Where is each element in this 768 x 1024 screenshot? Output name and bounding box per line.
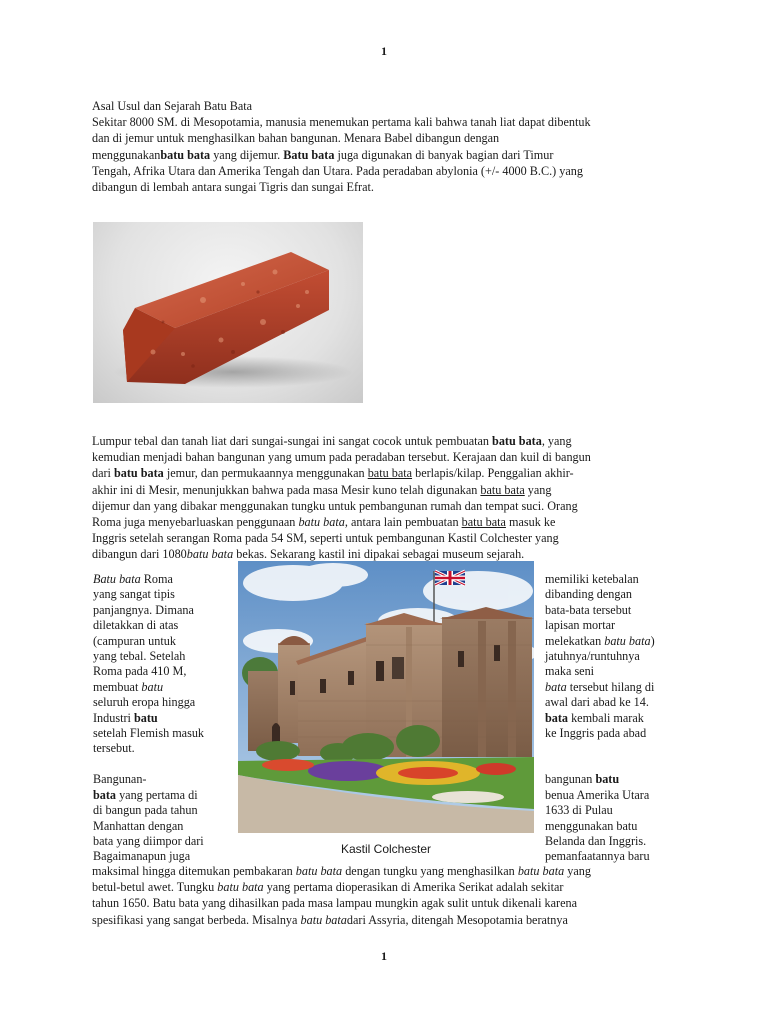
column-line: bata kembali marak xyxy=(545,710,644,725)
page-number-bottom: 1 xyxy=(381,949,387,963)
column-line: Manhattan dengan xyxy=(93,818,184,833)
page-number-top: 1 xyxy=(381,44,387,58)
column-line: 1633 di Pulau xyxy=(545,803,613,818)
column-line: memiliki ketebalan xyxy=(545,572,639,586)
body-paragraph xyxy=(92,433,676,563)
column-line: panjangnya. Dimana xyxy=(93,602,194,617)
column-line: yang sangat tipis xyxy=(93,587,175,602)
closing-line: spesifikasi yang sangat berbeda. Misalnya batu batadari Assyria, ditengah Mesopotamia beratnya xyxy=(92,912,568,927)
column-line: Bangunan- xyxy=(93,772,147,787)
column-line: yang tebal. Setelah xyxy=(93,649,186,664)
column-line: seluruh eropa hingga xyxy=(93,695,196,710)
column-line: maka seni xyxy=(545,664,595,679)
document-title: Asal Usul dan Sejarah Batu Bata xyxy=(92,99,253,113)
body-line: Lumpur tebal dan tanah liat dari sungai-sungai ini sangat cocok untuk pembuatan batu bata, yang xyxy=(92,434,572,448)
column-line: benua Amerika Utara xyxy=(545,787,650,802)
closing-line: betul-betul awet. Tungku batu bata yang pertama dioperasikan di Amerika Serikat adalah sekitar xyxy=(92,880,564,895)
body-line: dibangun dari 1080batu bata bekas. Sekarang kastil ini dipakai sebagai museum sejarah. xyxy=(92,547,525,562)
column-line: ke Inggris pada abad xyxy=(545,726,647,741)
intro-line: dan di jemur untuk menghasilkan bahan bangunan. Menara Babel dibangun dengan xyxy=(92,131,500,146)
column-line: Industri batu xyxy=(93,710,158,725)
column-line: bata yang pertama di xyxy=(93,787,198,802)
column-line: Batu bata Roma xyxy=(93,572,173,586)
column-line: bata tersebut hilang di xyxy=(545,679,655,694)
right-column xyxy=(545,572,655,865)
body-line: kemudian menjadi bahan bangunan yang umum pada peradaban tersebut. Kerajaan dan kuil di bangun xyxy=(92,450,591,465)
column-line: awal dari abad ke 14. xyxy=(545,695,649,710)
column-line: (campuran untuk xyxy=(93,633,176,648)
intro-line: dibangun di lembah antara sungai Tigris dan sungai Efrat. xyxy=(92,180,374,195)
body-line: dari batu bata jemur, dan permukaannya menggunakan batu bata berlapis/kilap. Penggalian akhir- xyxy=(92,466,574,481)
column-line: menggunakan batu xyxy=(545,818,638,833)
column-line xyxy=(93,757,204,772)
column-line: setelah Flemish masuk xyxy=(93,726,205,741)
intro-paragraph xyxy=(92,98,676,195)
body-line: akhir ini di Mesir, menunjukkan bahwa pada masa Mesir kuno telah digunakan batu bata yang xyxy=(92,482,552,497)
column-line: bangunan batu xyxy=(545,772,620,787)
column-line: diletakkan di atas xyxy=(93,618,179,633)
figure-caption: Kastil Colchester xyxy=(340,842,432,856)
column-line: di bangun pada tahun xyxy=(93,803,198,818)
column-line: bata-bata tersebut xyxy=(545,602,632,617)
column-line: dibanding dengan xyxy=(545,587,632,602)
column-line: Bagaimanapun juga xyxy=(93,849,191,864)
column-line: Roma pada 410 M, xyxy=(93,664,187,679)
closing-paragraph xyxy=(92,863,676,928)
column-line: bata yang diimpor dari xyxy=(93,833,204,848)
body-line: Inggris setelah serangan Roma pada 54 SM, seperti untuk pembangunan Kastil Colchester yang xyxy=(92,531,559,546)
column-line: lapisan mortar xyxy=(545,618,616,633)
body-line: Roma juga menyebarluaskan penggunaan batu bata, antara lain pembuatan batu bata masuk ke xyxy=(92,515,556,530)
castle-photo xyxy=(238,561,534,833)
intro-line: Tengah, Afrika Utara dan Amerika Tengah dan Utara. Pada peradaban abylonia (+/- 4000 B.C.) yang xyxy=(92,163,583,178)
column-line: Belanda dan Inggris. xyxy=(545,833,647,848)
body-line: dijemur dan yang dibakar menggunakan tungku untuk pembangunan rumah dan tempat suci. Orang xyxy=(92,498,578,513)
column-line xyxy=(545,757,655,772)
closing-line: tahun 1650. Batu bata yang dihasilkan pada masa lampau mungkin agak sulit untuk dikenali karena xyxy=(92,896,578,911)
column-line: pemanfaatannya baru xyxy=(545,849,650,864)
closing-line: maksimal hingga ditemukan pembakaran batu bata dengan tungku yang menghasilkan batu bata yang xyxy=(92,864,591,878)
brick-photo xyxy=(93,222,363,403)
column-line: melekatkan batu bata) xyxy=(545,633,655,648)
column-line xyxy=(545,741,655,756)
column-line: membuat batu xyxy=(93,679,164,694)
intro-line: menggunakanbatu bata yang dijemur. Batu bata juga digunakan di banyak bagian dari Timur xyxy=(92,147,554,162)
intro-line: Sekitar 8000 SM. di Mesopotamia, manusia menemukan pertama kali bahwa tanah liat dapat dibentuk xyxy=(92,115,591,130)
union-jack-flag xyxy=(435,571,465,585)
column-line: jatuhnya/runtuhnya xyxy=(545,649,640,664)
left-column xyxy=(93,572,204,865)
column-line: tersebut. xyxy=(93,741,135,756)
